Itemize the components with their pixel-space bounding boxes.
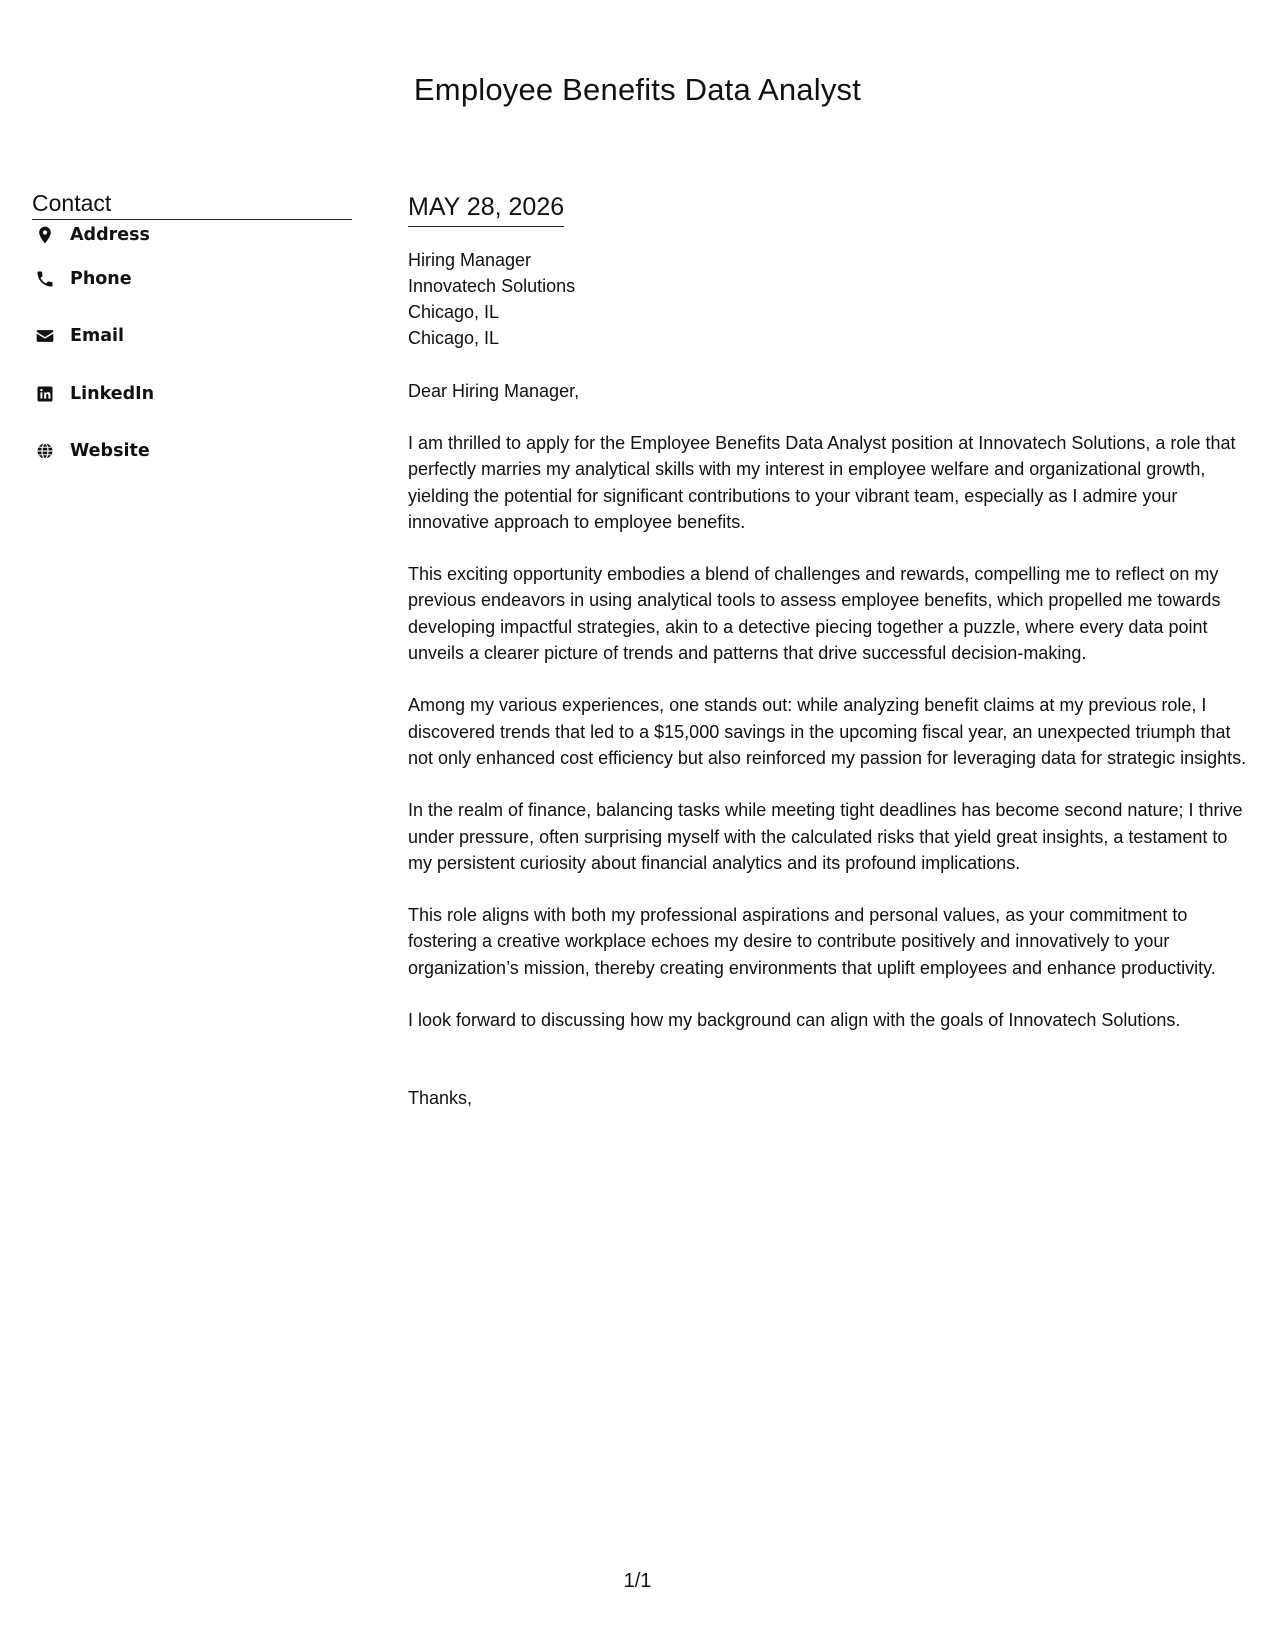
recipient-company: Innovatech Solutions xyxy=(408,276,576,296)
map-pin-icon xyxy=(34,224,56,246)
contact-item-address xyxy=(32,220,352,250)
contact-label-website: Website xyxy=(70,441,150,462)
recipient-city-2: Chicago, IL xyxy=(408,328,500,348)
letter-paragraph: Among my various experiences, one stands out: while analyzing benefit claims at my previous role, I discovered trends that led to a $15,000 savings in the upcoming fiscal year, an unexpected triumph that not only enhanced cost efficiency but also reinforced my passion for leveraging data for strategic insights. xyxy=(408,695,1247,768)
recipient-name: Hiring Manager xyxy=(408,250,532,270)
contact-item-phone xyxy=(32,250,352,308)
recipient-city: Chicago, IL xyxy=(408,302,500,322)
letter-paragraph: This exciting opportunity embodies a blend of challenges and rewards, compelling me to reflect on my previous endeavors in using analytical tools to assess employee benefits, which propelled me towards developing impactful strategies, akin to a detective piecing together a puzzle, where every data point unveils a clearer picture of trends and patterns that drive successful decision-making. xyxy=(408,564,1221,664)
contact-label-linkedin: LinkedIn xyxy=(70,383,155,404)
linkedin-icon xyxy=(34,383,56,405)
contact-sidebar xyxy=(32,190,352,480)
contact-item-email xyxy=(32,308,352,366)
salutation: Dear Hiring Manager, xyxy=(408,381,580,401)
contact-item-website xyxy=(32,423,352,481)
document-title: Employee Benefits Data Analyst xyxy=(413,72,862,107)
envelope-icon xyxy=(34,325,56,347)
globe-icon xyxy=(34,440,56,462)
phone-icon xyxy=(34,268,56,290)
letter-paragraph: I am thrilled to apply for the Employee Benefits Data Analyst position at Innovatech Solutions, a role that perfectly marries my analytical skills with my interest in employee welfare and organizational growth, yielding the potential for significant contributions to your vibrant team, especially as I admire your innovative approach to employee benefits. xyxy=(408,433,1236,532)
page-number: 1/1 xyxy=(623,1570,652,1592)
letter-paragraph: I look forward to discussing how my background can align with the goals of Innovatech Solutions. xyxy=(408,1010,1181,1031)
recipient-block xyxy=(408,247,1248,351)
closing: Thanks, xyxy=(408,1088,473,1109)
contact-heading: Contact xyxy=(32,190,352,220)
contact-list xyxy=(32,220,352,480)
letter-paragraph: This role aligns with both my professional aspirations and personal values, as your commitment to fostering a creative workplace echoes my desire to contribute positively and innovatively to your organization’s mission, thereby creating environments that uplift employees and enhance productivity. xyxy=(408,905,1216,978)
letter-date: MAY 28, 2026 xyxy=(408,193,564,227)
letter-body xyxy=(408,193,1248,1111)
contact-label-email: Email xyxy=(70,326,124,347)
contact-label-address: Address xyxy=(70,225,150,245)
contact-label-phone: Phone xyxy=(70,268,132,289)
letter-paragraph: In the realm of finance, balancing tasks while meeting tight deadlines has become second nature; I thrive under pressure, often surprising myself with the calculated risks that yield great insights, a testament to my persistent curiosity about financial analytics and its profound implications. xyxy=(408,800,1243,873)
contact-item-linkedin xyxy=(32,365,352,423)
